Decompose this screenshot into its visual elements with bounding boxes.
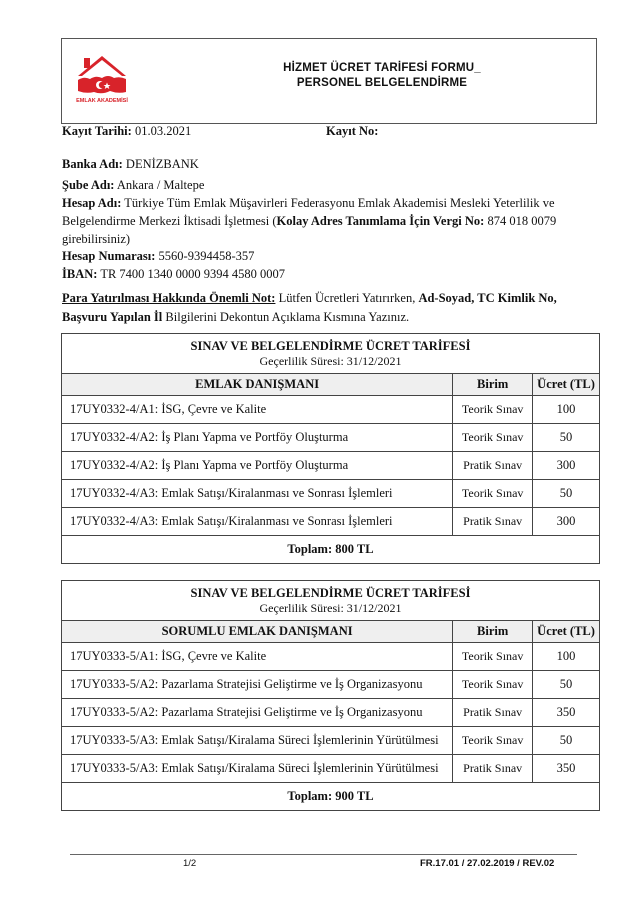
table-row (62, 480, 600, 508)
row-code: 17UY0333-5/A2: Pazarlama Stratejisi Geliştirme ve İş Organizasyonu (62, 671, 453, 699)
row-unit: Teorik Sınav (453, 671, 533, 699)
date-label: Kayıt Tarihi: (62, 124, 132, 138)
table-title: SINAV VE BELGELENDİRME ÜCRET TARİFESİ (190, 338, 471, 353)
iban-label: İBAN: (62, 267, 98, 281)
form-title-line2: PERSONEL BELGELENDİRME (296, 77, 468, 89)
row-code: 17UY0333-5/A3: Emlak Satışı/Kiralama Süreci İşlemlerinin Yürütülmesi (62, 727, 453, 755)
column-header-unit: Birim (453, 374, 533, 396)
row-unit: Pratik Sınav (453, 452, 533, 480)
table-row (62, 452, 600, 480)
svg-text:EMLAK AKADEMİSİ: EMLAK AKADEMİSİ (76, 98, 128, 104)
row-unit: Teorik Sınav (453, 727, 533, 755)
row-code: 17UY0332-4/A2: İş Planı Yapma ve Portföy Oluşturma (62, 452, 453, 480)
row-fee: 350 (533, 755, 600, 783)
account-value: Türkiye Tüm Emlak Müşavirleri Federasyonu Emlak Akademisi Mesleki Yeterlilik ve Belgelendirme Merkezi İktisadi İşletmesi ( (62, 196, 555, 228)
fee-table-sorumlu-emlak-danismani (61, 580, 600, 811)
bank-label: Banka Adı: (62, 157, 123, 171)
row-fee: 300 (533, 508, 600, 536)
emlak-akademisi-logo (70, 48, 134, 112)
row-code: 17UY0332-4/A3: Emlak Satışı/Kiralanması ve Sonrası İşlemleri (62, 508, 453, 536)
table-total: Toplam: 900 TL (62, 783, 600, 811)
registration-number (326, 124, 378, 139)
iban-value: TR 7400 1340 0000 9394 4580 0007 (100, 267, 286, 281)
table-validity: Geçerlilik Süresi: 31/12/2021 (259, 600, 402, 615)
row-unit: Pratik Sınav (453, 508, 533, 536)
row-fee: 50 (533, 480, 600, 508)
registration-date (62, 124, 191, 139)
tax-value: 874 018 0079 girebilirsiniz) (62, 214, 557, 246)
row-unit: Teorik Sınav (453, 424, 533, 452)
row-fee: 50 (533, 727, 600, 755)
row-code: 17UY0332-4/A2: İş Planı Yapma ve Portföy Oluşturma (62, 424, 453, 452)
page-number: 1/2 (183, 858, 197, 869)
row-code: 17UY0333-5/A1: İSG, Çevre ve Kalite (62, 643, 453, 671)
row-fee: 50 (533, 671, 600, 699)
row-fee: 100 (533, 396, 600, 424)
note-bold-city: Başvuru Yapılan İl (62, 310, 163, 324)
table-title-cell (62, 581, 600, 621)
tax-label: Kolay Adres Tanımlama İçin Vergi No: (276, 214, 485, 228)
branch-value: Ankara / Maltepe (116, 178, 205, 192)
account-label: Hesap Adı: (62, 196, 122, 210)
table-row (62, 424, 600, 452)
table-row (62, 671, 600, 699)
row-unit: Teorik Sınav (453, 643, 533, 671)
table-row (62, 396, 600, 424)
table-row (62, 508, 600, 536)
table-title: SINAV VE BELGELENDİRME ÜCRET TARİFESİ (190, 585, 471, 600)
row-unit: Pratik Sınav (453, 755, 533, 783)
account-name (62, 194, 582, 248)
form-title-line1: HİZMET ÜCRET TARİFESİ FORMU_ (283, 62, 481, 74)
row-fee: 350 (533, 699, 600, 727)
table-total: Toplam: 800 TL (62, 536, 600, 564)
table-row (62, 699, 600, 727)
table-row (62, 755, 600, 783)
fee-table-emlak-danismani (61, 333, 600, 564)
footer-divider (70, 854, 577, 855)
row-code: 17UY0333-5/A3: Emlak Satışı/Kiralama Süreci İşlemlerinin Yürütülmesi (62, 755, 453, 783)
iban (62, 265, 582, 283)
branch-label: Şube Adı: (62, 178, 115, 192)
document-code: FR.17.01 / 27.02.2019 / REV.02 (420, 858, 555, 869)
note-text: Lütfen Ücretleri Yatırırken, (275, 291, 419, 305)
table-validity: Geçerlilik Süresi: 31/12/2021 (259, 353, 402, 368)
account-number-value: 5560-9394458-357 (158, 249, 255, 263)
bank-name (62, 155, 582, 173)
row-code: 17UY0333-5/A2: Pazarlama Stratejisi Geliştirme ve İş Organizasyonu (62, 699, 453, 727)
table-row (62, 727, 600, 755)
column-header-fee: Ücret (TL) (533, 621, 600, 643)
account-number-label: Hesap Numarası: (62, 249, 156, 263)
date-value: 01.03.2021 (134, 124, 192, 138)
column-header-fee: Ücret (TL) (533, 374, 600, 396)
form-header (61, 38, 597, 124)
column-header-name: EMLAK DANIŞMANI (62, 374, 453, 396)
note-label: Para Yatırılması Hakkında Önemli Not: (62, 291, 276, 305)
note-text-end: Bilgilerini Dekontun Açıklama Kısmına Yazınız. (162, 310, 410, 324)
row-unit: Pratik Sınav (453, 699, 533, 727)
payment-note (62, 289, 582, 327)
number-label: Kayıt No: (326, 124, 379, 138)
row-fee: 300 (533, 452, 600, 480)
table-title-cell (62, 334, 600, 374)
column-header-name: SORUMLU EMLAK DANIŞMANI (62, 621, 453, 643)
form-title (232, 61, 532, 91)
table-row (62, 643, 600, 671)
branch-name (62, 176, 582, 194)
note-bold-fields: Ad-Soyad, TC Kimlik No, (418, 291, 557, 305)
account-number (62, 247, 582, 265)
row-code: 17UY0332-4/A3: Emlak Satışı/Kiralanması ve Sonrası İşlemleri (62, 480, 453, 508)
bank-value: DENİZBANK (125, 157, 199, 171)
row-unit: Teorik Sınav (453, 480, 533, 508)
row-fee: 50 (533, 424, 600, 452)
row-code: 17UY0332-4/A1: İSG, Çevre ve Kalite (62, 396, 453, 424)
row-fee: 100 (533, 643, 600, 671)
row-unit: Teorik Sınav (453, 396, 533, 424)
column-header-unit: Birim (453, 621, 533, 643)
